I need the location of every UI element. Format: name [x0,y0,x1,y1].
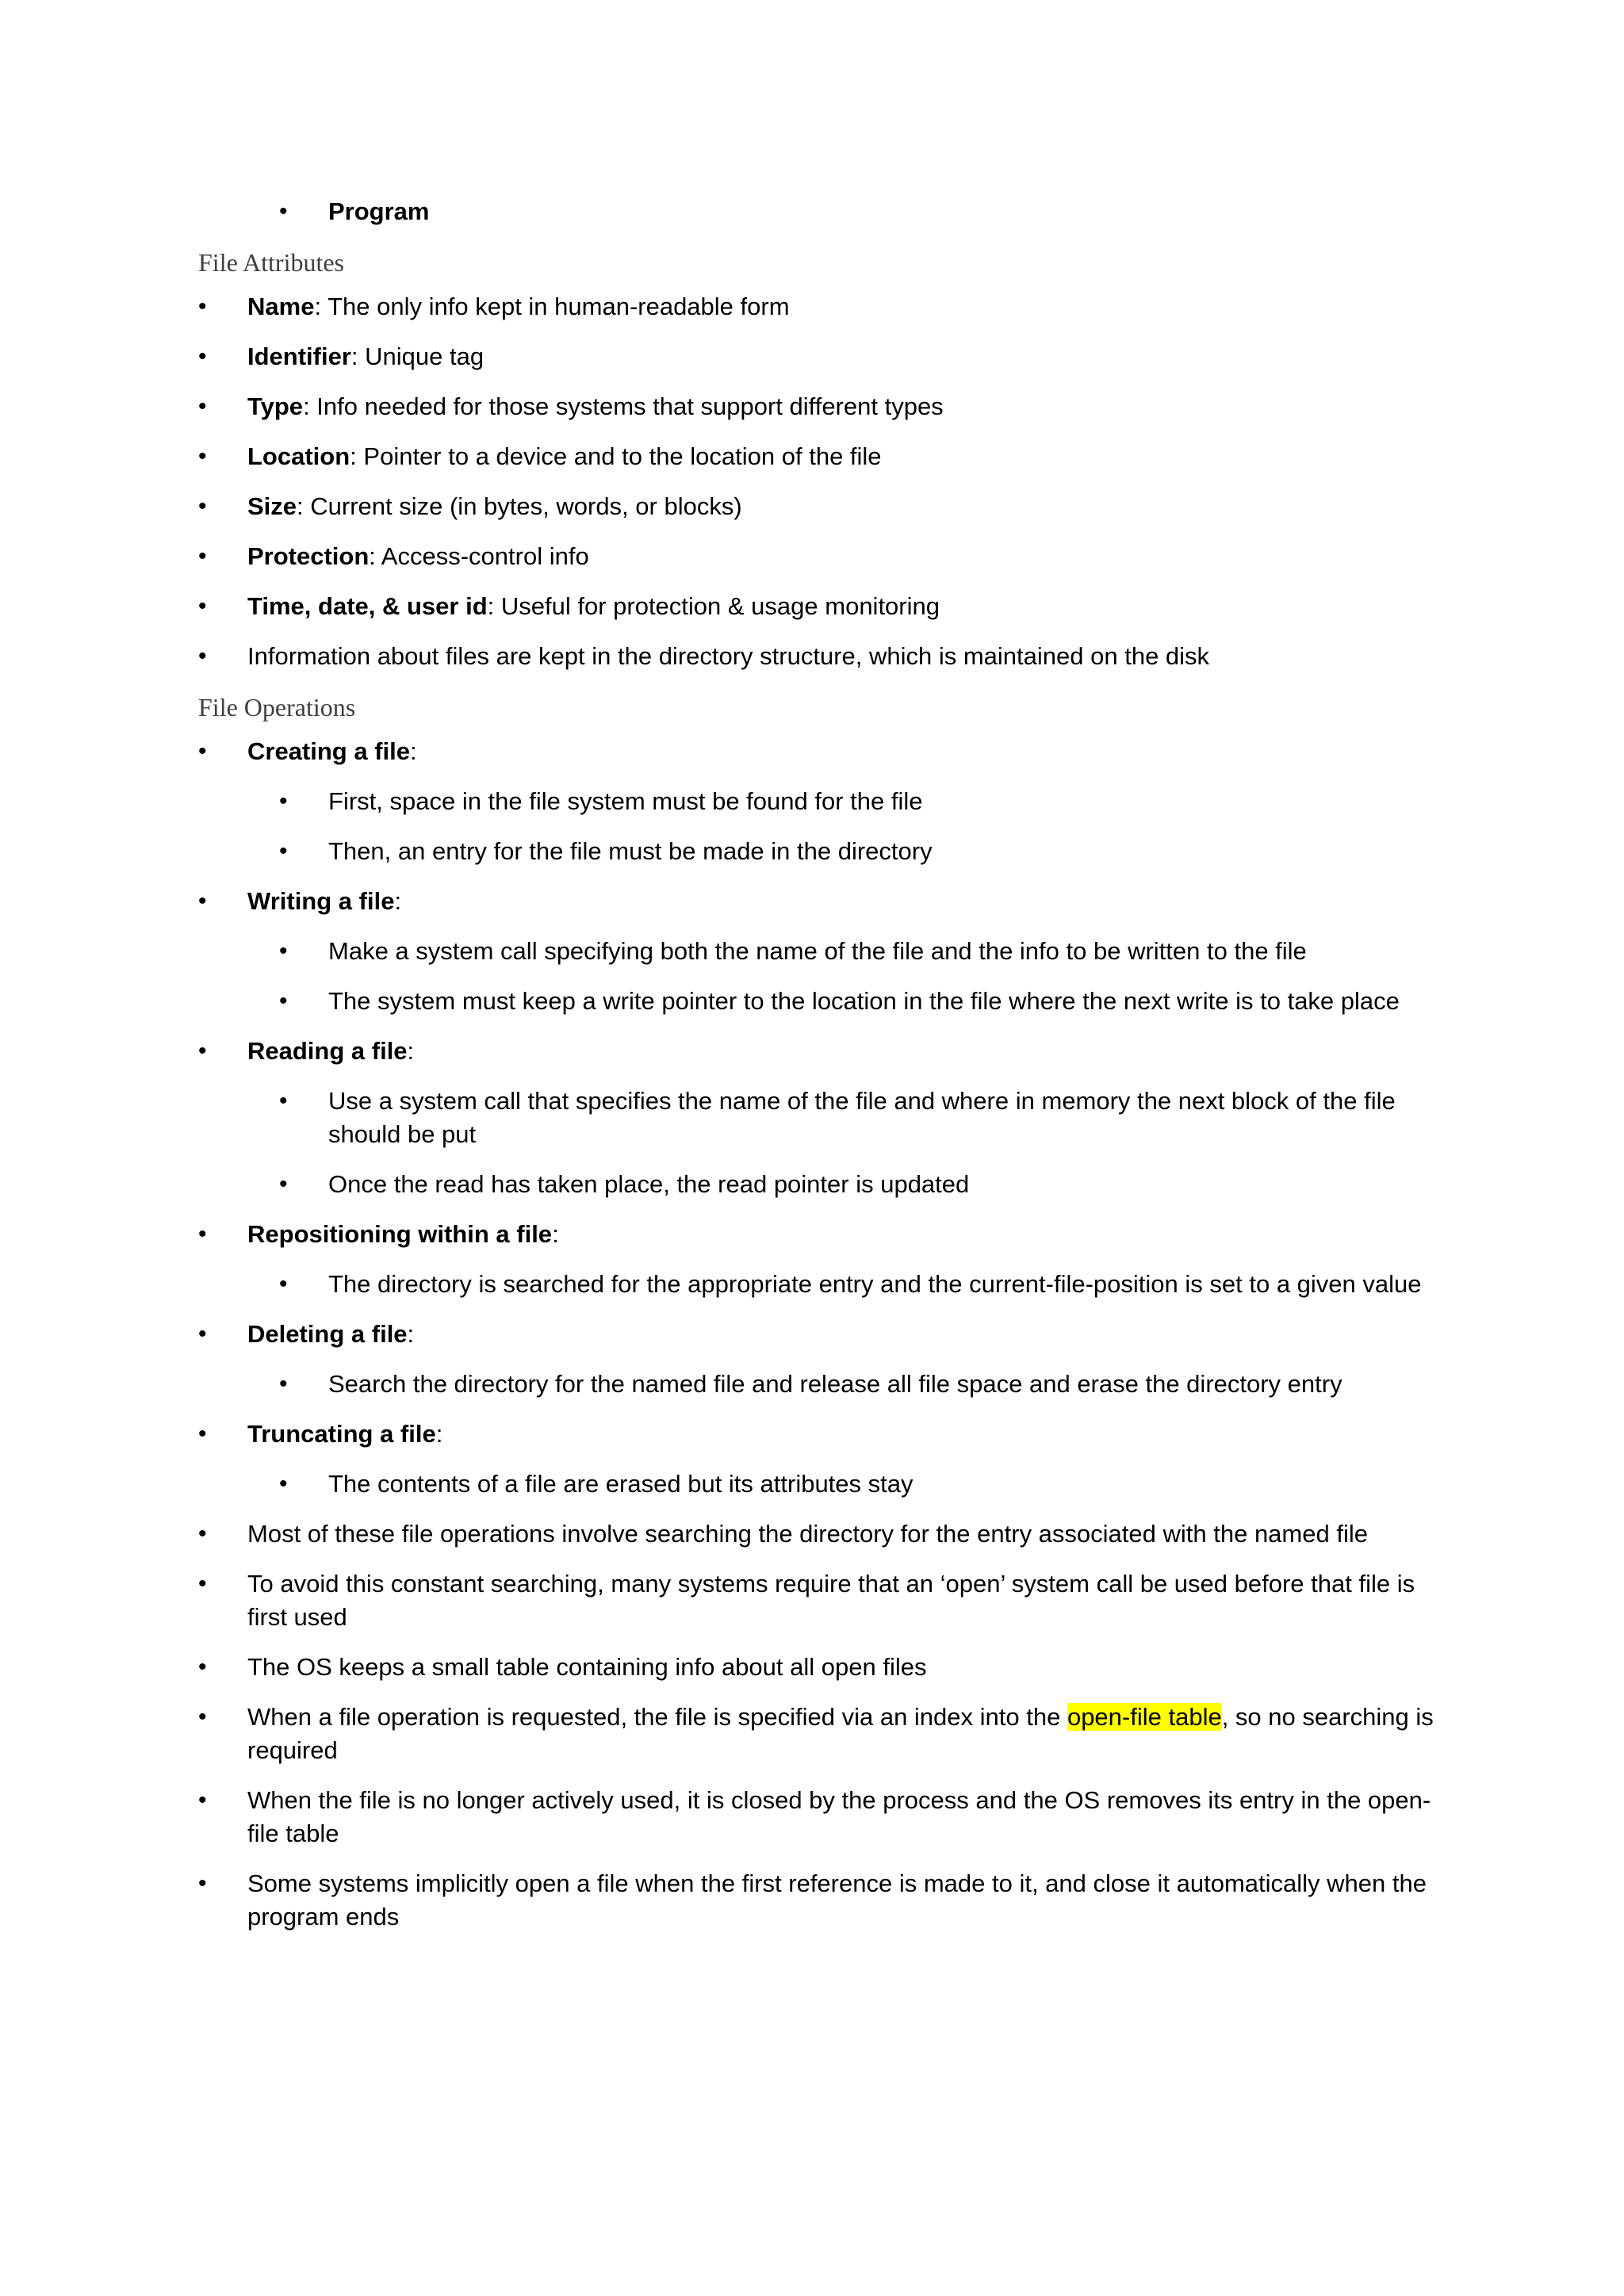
item-text: : Info needed for those systems that support different types [303,392,944,420]
item-text: : The only info kept in human-readable form [314,293,790,320]
heading-file-operations: File Operations [198,693,356,721]
bullet-icon: • [279,788,288,814]
item-colon: : [407,1320,415,1348]
item-bold: Size [247,492,297,520]
bullet-icon: • [198,443,207,469]
op-item-repositioning [198,1218,1435,1251]
attr-item-name [198,290,1435,323]
bullet-icon: • [198,888,207,914]
item-colon: : [435,1420,443,1448]
note-item [198,1567,1435,1634]
note-item [198,1867,1435,1934]
op-item-writing [198,885,1435,918]
item-bold: Repositioning within a file [247,1220,553,1248]
item-bold: Location [247,442,350,470]
attr-item-identifier [198,340,1435,373]
bullet-icon: • [198,293,207,320]
item-text: When a file operation is requested, the file is specified via an index into the [247,1703,1067,1731]
sub-item [198,1168,1435,1201]
item-bold: Program [328,197,430,225]
sub-item [198,1468,1435,1501]
item-bold: Name [247,293,315,320]
item-text: : Access-control info [369,542,589,570]
item-text: , so no searching is required [247,1703,1434,1764]
note-item-highlighted [198,1701,1435,1767]
item-text: The OS keeps a small table containing info about all open files [247,1653,927,1681]
bullet-icon: • [279,988,288,1014]
item-text: : Pointer to a device and to the location of the file [350,442,882,470]
sub-item [198,1085,1435,1151]
attr-item-size [198,490,1435,523]
sub-item [198,935,1435,968]
op-item-deleting [198,1318,1435,1351]
attr-item-protection [198,540,1435,573]
heading-file-attributes: File Attributes [198,248,344,277]
op-item-reading [198,1035,1435,1068]
item-text: Information about files are kept in the directory structure, which is maintained on the disk [247,642,1210,670]
note-item [198,1517,1435,1551]
item-bold: Time, date, & user id [247,592,488,620]
bullet-icon: • [198,1787,207,1813]
item-text: Some systems implicitly open a file when the first reference is made to it, and close it automatically when the program ends [247,1869,1427,1931]
op-item-creating [198,735,1435,768]
note-item [198,1784,1435,1850]
bullet-icon: • [279,1371,288,1397]
item-colon: : [552,1220,559,1248]
item-colon: : [410,737,417,765]
item-text: Make a system call specifying both the name of the file and the info to be written to the file [328,937,1307,965]
document-content [198,195,1435,1950]
item-colon: : [407,1037,415,1065]
item-bold: Identifier [247,342,351,370]
item-bold: Creating a file [247,737,410,765]
item-text: : Useful for protection & usage monitoring [487,592,940,620]
item-bold: Truncating a file [247,1420,436,1448]
item-bold: Reading a file [247,1037,408,1065]
item-bold: Protection [247,542,370,570]
item-text: First, space in the file system must be found for the file [328,787,923,815]
item-text: Once the read has taken place, the read pointer is updated [328,1170,970,1198]
item-bold: Type [247,392,304,420]
attr-item-type [198,390,1435,423]
bullet-icon: • [198,1521,207,1547]
bullet-icon: • [198,1704,207,1730]
sub-item [198,785,1435,818]
bullet-icon: • [198,1654,207,1680]
bullet-icon: • [279,938,288,964]
bullet-icon: • [198,738,207,764]
bullet-icon: • [198,1870,207,1896]
sub-item [198,1268,1435,1301]
item-bold: Writing a file [247,887,395,915]
bullet-icon: • [198,393,207,419]
bullet-icon: • [198,1038,207,1064]
item-text: Then, an entry for the file must be made in the directory [328,837,933,865]
bullet-icon: • [279,1471,288,1497]
attr-item-time-date-user [198,590,1435,623]
bullet-icon: • [198,493,207,519]
item-text: Most of these file operations involve searching the directory for the entry associated with the named file [247,1520,1368,1548]
item-text: When the file is no longer actively used, it is closed by the process and the OS removes its entry in the open-file table [247,1786,1431,1847]
item-text: The system must keep a write pointer to the location in the file where the next write is to take place [328,987,1400,1015]
attr-item-directory-info [198,640,1435,673]
item-bold: Deleting a file [247,1320,408,1348]
bullet-icon: • [198,1221,207,1247]
highlighted-text: open-file table [1067,1703,1222,1731]
sub-item [198,1368,1435,1401]
bullet-icon: • [279,1171,288,1197]
sub-item [198,985,1435,1018]
bullet-icon: • [198,343,207,369]
item-text: : Current size (in bytes, words, or blocks) [297,492,742,520]
op-item-truncating [198,1418,1435,1451]
bullet-icon: • [279,198,288,224]
item-text: : Unique tag [350,342,485,370]
item-text: To avoid this constant searching, many systems require that an ‘open’ system call be used before that file is first used [247,1570,1415,1631]
bullet-icon: • [279,1271,288,1297]
item-text: The contents of a file are erased but its attributes stay [328,1470,914,1498]
bullet-icon: • [279,838,288,864]
bullet-icon: • [198,1571,207,1597]
item-colon: : [394,887,402,915]
bullet-icon: • [198,593,207,619]
bullet-icon: • [198,543,207,569]
item-text: The directory is searched for the appropriate entry and the current-file-position is set to a given value [328,1270,1422,1298]
bullet-icon: • [198,643,207,669]
attr-item-location [198,440,1435,473]
sub-item [198,835,1435,868]
list-item-program [198,195,1435,228]
bullet-icon: • [279,1088,288,1114]
note-item [198,1651,1435,1684]
bullet-icon: • [198,1321,207,1347]
item-text: Use a system call that specifies the name of the file and where in memory the next block of the file should be put [328,1087,1396,1148]
item-text: Search the directory for the named file and release all file space and erase the directory entry [328,1370,1342,1398]
bullet-icon: • [198,1421,207,1447]
